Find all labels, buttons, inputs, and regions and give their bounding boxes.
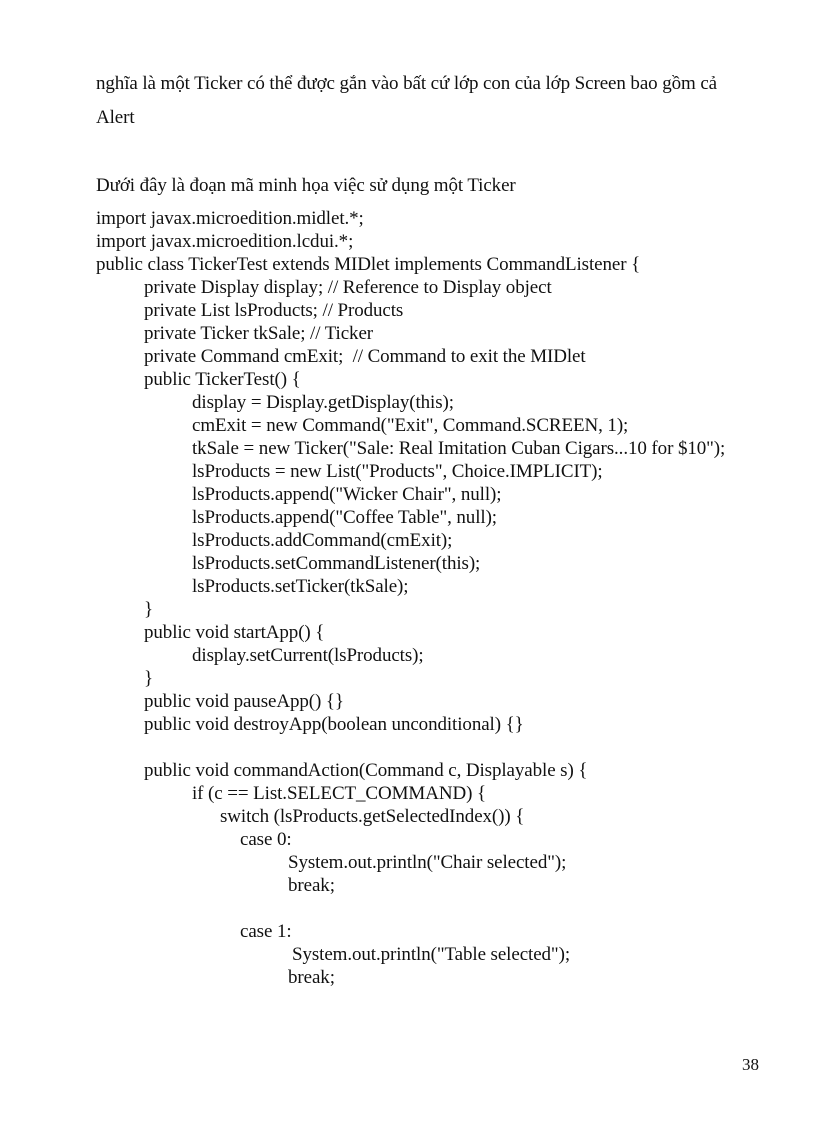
code-line: private Display display; // Reference to Display object: [144, 277, 552, 298]
paragraph-line-2: Alert: [96, 107, 135, 128]
code-line: System.out.println("Table selected");: [292, 944, 570, 965]
code-line: break;: [288, 875, 335, 896]
code-line: }: [144, 668, 154, 689]
code-line: lsProducts.setCommandListener(this);: [192, 553, 481, 574]
code-line: break;: [288, 967, 335, 988]
code-line: import javax.microedition.midlet.*;: [96, 208, 364, 229]
code-line: lsProducts = new List("Products", Choice.IMPLICIT);: [192, 461, 603, 482]
code-line: cmExit = new Command("Exit", Command.SCREEN, 1);: [192, 415, 629, 436]
code-line: lsProducts.setTicker(tkSale);: [192, 576, 409, 597]
code-line: lsProducts.addCommand(cmExit);: [192, 530, 453, 551]
code-line: public void startApp() {: [144, 622, 325, 643]
code-line: if (c == List.SELECT_COMMAND) {: [192, 783, 486, 804]
code-line: tkSale = new Ticker("Sale: Real Imitation Cuban Cigars...10 for $10");: [192, 438, 726, 459]
code-line: case 0:: [240, 829, 292, 850]
code-line: display.setCurrent(lsProducts);: [192, 645, 424, 666]
code-line: case 1:: [240, 921, 292, 942]
code-line: import javax.microedition.lcdui.*;: [96, 231, 354, 252]
code-line: private List lsProducts; // Products: [144, 300, 404, 321]
code-line: }: [144, 599, 154, 620]
code-line: display = Display.getDisplay(this);: [192, 392, 454, 413]
code-line: private Command cmExit; // Command to exit the MIDlet: [144, 346, 586, 367]
page-number: 38: [742, 1055, 759, 1074]
code-line: private Ticker tkSale; // Ticker: [144, 323, 374, 344]
code-line: System.out.println("Chair selected");: [288, 852, 567, 873]
code-line: public void destroyApp(boolean unconditional) {}: [144, 714, 524, 735]
code-line: public TickerTest() {: [144, 369, 301, 390]
code-line: lsProducts.append("Wicker Chair", null);: [192, 484, 502, 505]
code-line: public void pauseApp() {}: [144, 691, 344, 712]
paragraph-line-1: nghĩa là một Ticker có thể được gắn vào bất cứ lớp con của lớp Screen bao gồm cả: [96, 73, 718, 94]
code-line: public void commandAction(Command c, Displayable s) {: [144, 760, 588, 781]
intro-sentence: Dưới đây là đoạn mã minh họa việc sử dụng một Ticker: [96, 175, 516, 196]
code-line: public class TickerTest extends MIDlet implements CommandListener {: [96, 254, 641, 275]
code-line: lsProducts.append("Coffee Table", null);: [192, 507, 497, 528]
code-line: switch (lsProducts.getSelectedIndex()) {: [220, 806, 525, 827]
